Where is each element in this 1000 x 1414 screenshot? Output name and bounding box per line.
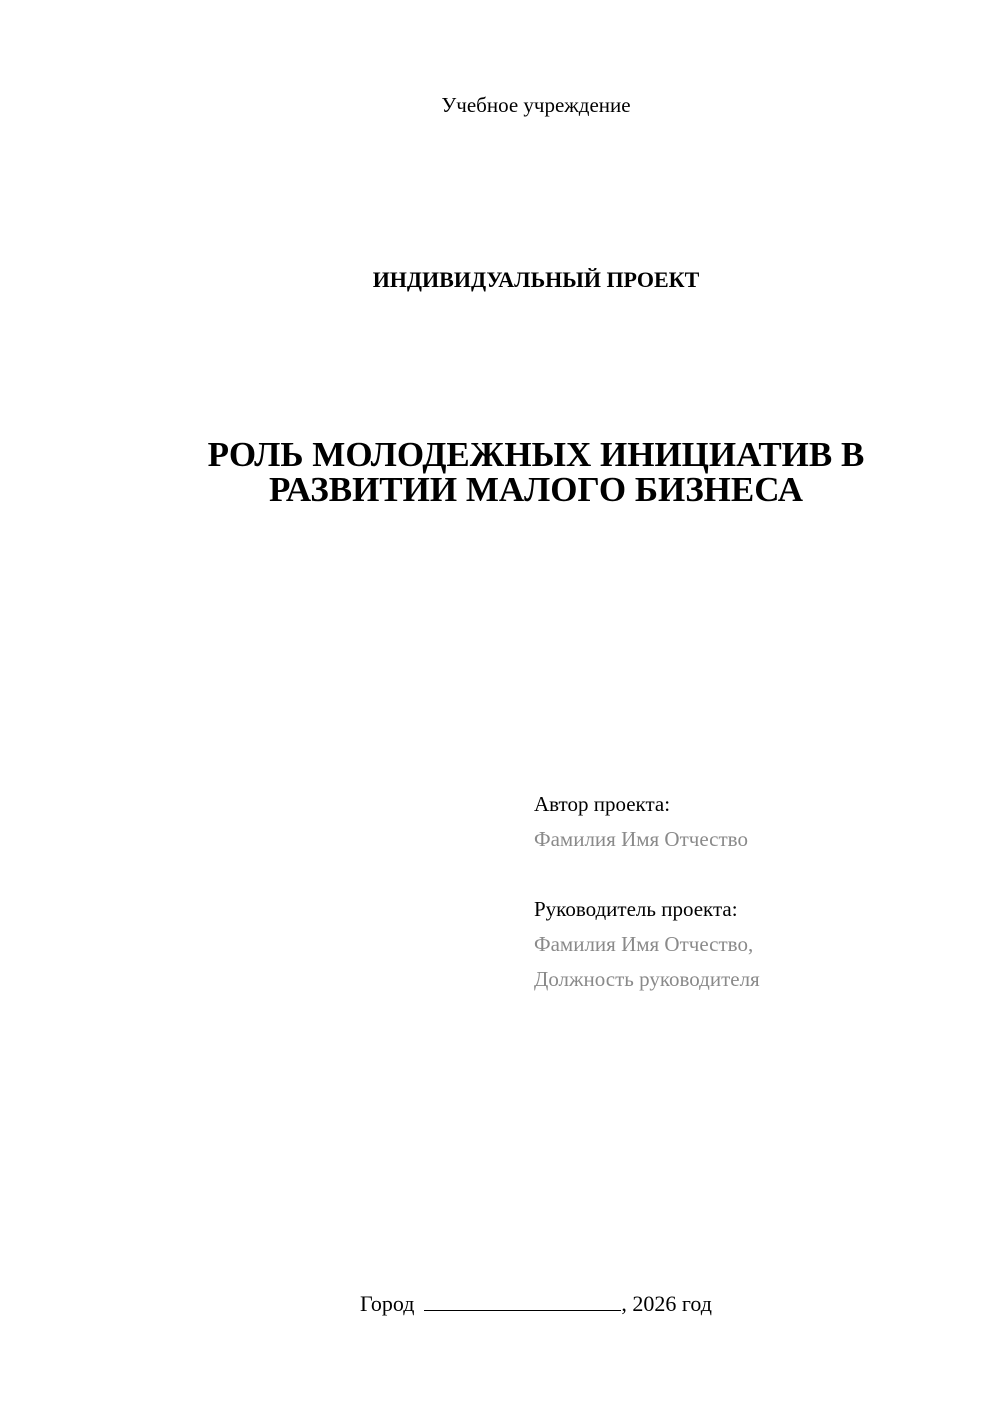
supervisor-label: Руководитель проекта: bbox=[534, 897, 738, 921]
city-blank-line bbox=[424, 1288, 621, 1311]
project-title bbox=[0, 437, 1000, 507]
supervisor-position-placeholder: Должность руководителя bbox=[534, 967, 760, 991]
city-label: Город bbox=[360, 1291, 415, 1316]
project-type-heading: ИНДИВИДУАЛЬНЫЙ ПРОЕКТ bbox=[372, 267, 700, 292]
author-label: Автор проекта: bbox=[534, 792, 671, 816]
project-title-line-1: РОЛЬ МОЛОДЕЖНЫХ ИНИЦИАТИВ В bbox=[207, 435, 865, 474]
authors-spacer bbox=[534, 857, 760, 892]
year-text: , 2026 год bbox=[621, 1291, 712, 1316]
authors-block bbox=[534, 787, 760, 997]
supervisor-name-placeholder: Фамилия Имя Отчество, bbox=[534, 932, 754, 956]
institution-name: Учебное учреждение bbox=[441, 93, 631, 117]
project-title-line-2: РАЗВИТИИ МАЛОГО БИЗНЕСА bbox=[268, 470, 804, 509]
author-name-placeholder: Фамилия Имя Отчество bbox=[534, 827, 748, 851]
city-year-line bbox=[0, 1288, 1000, 1320]
